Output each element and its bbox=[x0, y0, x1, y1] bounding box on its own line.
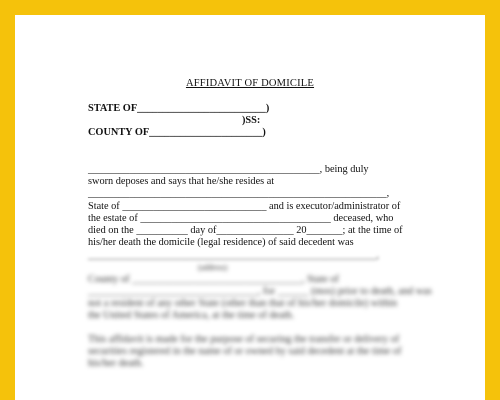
body-line-1: _____________________________________________, being duly bbox=[88, 164, 369, 175]
blurred-address-label: (address) bbox=[198, 263, 228, 272]
blurred-line-1: ________________________________________________________, bbox=[88, 250, 379, 261]
body-line-7: his/her death the domicile (legal residence) of said decedent was bbox=[88, 237, 354, 248]
body-line-2: sworn deposes and says that he/she resides at bbox=[88, 176, 275, 187]
document-title: AFFIDAVIT OF DOMICILE bbox=[185, 78, 315, 89]
county-line: COUNTY OF______________________) bbox=[88, 127, 266, 138]
document-page bbox=[15, 15, 485, 400]
body-line-3: __________________________________________________________, bbox=[88, 188, 390, 199]
body-line-5: the estate of _____________________________________ deceased, who bbox=[88, 213, 394, 224]
blurred-line-6: the United States of America, at the time of death. bbox=[88, 310, 295, 321]
ss-label: )SS: bbox=[242, 115, 261, 126]
body-line-6: died on the __________ day of_______________ 20_______; at the time of bbox=[88, 225, 403, 236]
blurred-line-3: County of _________________________________, State of bbox=[88, 274, 339, 285]
blurred-line-9: his/her death. bbox=[88, 358, 144, 369]
blurred-line-4: _________________________________, for ______ (mos) prior to death, and was bbox=[88, 286, 432, 297]
body-line-4: State of ____________________________ and is executor/administrator of bbox=[88, 201, 401, 212]
blurred-line-8: securities registered in the name of or owned by said decedent at the time of bbox=[88, 346, 402, 357]
blurred-line-5: not a resident of any other State (other than that of his/her domicile) within bbox=[88, 298, 398, 309]
state-line: STATE OF_________________________) bbox=[88, 103, 270, 114]
blurred-line-7: This affidavit is made for the purpose of securing the transfer or delivery of bbox=[88, 334, 400, 345]
